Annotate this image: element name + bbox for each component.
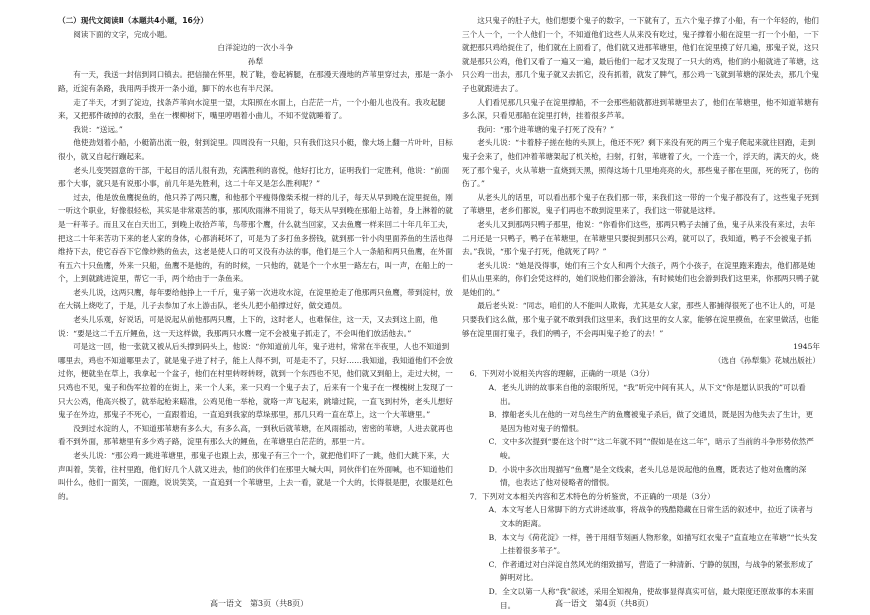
paragraph: 有一天，我送一封信到同口镇去。把信揣在怀里，脱了鞋，卷起裤腿，在那漫天漫地的芦苇里穿过去，那是一条小路，近淀有条路，我用两手拨开一条小道，脚下的水也有半尺深。 bbox=[58, 70, 453, 93]
question-7-option-c: C．作者通过对白洋淀自然风光的细致描写，营造了一种清新、宁静的氛围，与战争的紧张形成了鲜明对比。 bbox=[488, 559, 814, 583]
question-6-stem: 6．下列对小说相关内容的理解，正确的一项是（3分） bbox=[469, 369, 654, 379]
paragraph: 从老头儿的话里，可以看出那个鬼子在我们那一带，来我们这一带的一个鬼子都没有了，这些鬼子死到了苇塘里，老乡们都说，鬼子们再也不敢到淀里来了，我们这一带就是这样。 bbox=[462, 192, 819, 216]
story-date: 1945年 bbox=[793, 342, 820, 352]
question-7-stem: 7．下列对文本相关内容和艺术特色的分析鉴赏，不正确的一项是（3分） bbox=[469, 491, 715, 501]
paragraph: 老头儿又到那两只鸭子那里，他说：“你看你们这些，那两只鸭子去捕了鱼，鬼子从来没有来过，去年二月还是一只鸭子，鸭子在苇塘里，在苇塘里只要捉到那只公鸡，就可以了，我知道，鸭子不会被鬼子抓去。”我说，“那个鬼子打死，他就死了吗？” bbox=[462, 219, 816, 257]
paragraph: 老头儿说：“那公鸡一跳进苇塘里，那鬼子也跟上去，那鬼子有三个一个，就把他们吓了一跳，他们大跳下来，大声叫着，笑着，往村里跑，他们好几个人就又进去，他们的伙伴们在那里大喊大叫，同伙伴们在外面喊，也不知道他们叫什么，他们一面笑，一面跑，说说笑笑，一直追到一个苇塘里，上去一看，就是一个大的，长得很是肥，衣服是红色的。 bbox=[58, 451, 453, 501]
paragraph: 老头儿说：“她是没得事，她们有三个女人和两个大孩子，两个小孩子，在淀里跑来跑去，他们都是她们从山里来的，你们会凭这样的，她们说他们都会游泳，有时候她们也会游到我们这里来，你那两只鸭子就是她们的。” bbox=[462, 260, 819, 297]
story-title: 白洋淀边的一次小斗争 bbox=[217, 43, 294, 53]
paragraph: 可是这一回，他一张就又被从后头撑到码头上，他说：“你知道前儿年，鬼子进村，常常在半夜里，人也不知道到哪里去，鸡也不知道哪里去了，就是鬼子进了村子，能上人得不到，可是走不了，只好……我知道，我知道他们不会放过你，便就坐在草上，我拿起一个盆子，他们在村里转呀转呀，就到一个东西也不见，他们就又到船上，走过大树，一只鸡也不见，鬼子和伪军拉着的在街上，来一个人来，来一只鸡一个鬼子去了，后来有一个鬼子在一棵槐树上发现了一只大公鸡，他高兴极了，就举起枪来瞄准，公鸡见他一举枪，就咯一声飞起来，跳墙过院，一直飞到村外，老头儿想好鬼子在外边，那鬼子不死心，一直跟着追，一直追到我家的草垛那里，那几只鸡一直在草上，这一个大苇塘里。” bbox=[58, 342, 453, 420]
paragraph: 他使劲划着小船，小艇箭出流一般，射到淀里。四周没有一只船，只有我们这只小艇，像大场上翻一片叶叶，目标很小，就又自起行蹦起来。 bbox=[58, 138, 453, 161]
paragraph: 没到过水淀的人，不知道那苇塘有多么大，有多么高，一到秋后就苇塘，在风雨摇动，密密的苇塘，人进去就再也看不到外面，那苇塘里有多少鸡子路，淀里有那么大的鲤鱼，在苇塘里白茫茫的，那里一片。 bbox=[58, 423, 453, 447]
paragraph: 走了半天，才到了淀边，找条芦苇向水淀里一望，太阳照在水面上，白茫茫一片，一个小船儿也没有。我攻起腿来，又把那件破掉的衣服，坐在一棵柳树下，嘴里哼唱着小曲儿，不知不觉就睡着了。 bbox=[58, 97, 446, 121]
paragraph: 老头儿说：“卡着脖子搓在他的头顶上，他还不死？剩下来没有死的两三个鬼子爬起来就往回跑，走到鬼子会来了，他们冲着苇塘架起了机关枪，扫射，打射，苇塘着了火，一个连一个，浮天的，满天的火，烧死了那个鬼子，火从苇塘一直烧到天黑，照得这场十几里地亮亮的火，那些鬼子都在里面，死的死了，伤的伤了。” bbox=[462, 138, 819, 189]
question-7-option-d: D．全文以第一人称“我”叙述，采用全知视角，使故事显得真实可信，最大限度还原故事的本来面目。 bbox=[488, 586, 814, 610]
instruction: 阅读下面的文字，完成小题。 bbox=[73, 29, 172, 39]
paragraph: 过去，他是放鱼鹰捉鱼的，他只养了两只鹰，和他那个平瘦得像柴禾棍一样的儿子，每天从早到晚在淀里捉鱼，刚一听这个职业，好像很轻松，其实是非常艰苦的事，那风吹雨淋不用说了，每天从早到晚在那船上站着，身上淋着的就是一秆苇子。而且又在白天出工，到晚上收拾芦苇，鸟带那个鹰，什么就当回家，又去鱼鹰一样来回二十年几年工夫，把这二十年来苦功下来的老人家的身体，心都消耗坏了，可是为了多打鱼多捞钱，就到那一针小肉里面养鱼的生活也得维持下去，使它吞吞下它像炒熟的鱼去，这老是使人口的可又没有办法的事，他们是三个人一条船和两只鱼鹰，在外面有五六十只鱼鹰，外来一只船，鱼鹰不是他的，有的时候，一只他的，就是个一个水里一路左右，叫一声，在船上的一个，上到就跳进淀里，帮它一手，两个给由于一条鱼来。 bbox=[58, 192, 453, 284]
question-6-option-d: D．小说中多次出现描写“鱼鹰”是全文线索，老头儿总是说起他的鱼鹰，既表达了他对鱼鹰的深情，也表达了他对侵略者的憎恨。 bbox=[488, 464, 807, 488]
question-7-option-a: A．本文写老人日常脚下的方式讲述故事，将战争的残酷隐藏在日常生活的叙述中，拉近了读者与文本的距离。 bbox=[488, 505, 814, 528]
right-column bbox=[462, 14, 820, 612]
question-6-option-a: A．老头儿讲的故事来自他的亲眼所见，“我”听完中间有其人，从下文“你是愿认识我的”可以看出。 bbox=[488, 383, 806, 406]
page-footer-left: 高一语文 第3页（共8页） bbox=[210, 599, 309, 608]
paragraph: 我问：“那个进苇塘的鬼子打死了没有？” bbox=[477, 124, 615, 134]
question-6-option-c: C．文中多次提到“要在这个时”“这二年就不同”“假如是在这二年”，暗示了当前的斗争形势依然严峻。 bbox=[488, 437, 814, 460]
paragraph: 人们看见那几只鬼子在淀里撑船，不一会那些船就都进到苇塘里去了，他们在苇塘里，他不知道苇塘有多么深，只看见那船在淀里打转，挂着很多芦苇。 bbox=[462, 97, 819, 121]
section-title: （二）现代文阅读Ⅱ（本题共4小题，16分） bbox=[58, 16, 208, 25]
story-source: （选自《孙犁集》花城出版社） bbox=[713, 355, 820, 365]
paragraph: 老头儿说，这两只鹰，每年要给他挣上一千斤，鬼子第一次进攻水淀，在淀里抢走了他那两只鱼鹰，带到淀村，放在大锅上烧吃了，于是，儿子去参加了水上游击队，老头儿把小船撑过好，做交通员。 bbox=[58, 287, 453, 311]
left-column bbox=[58, 14, 453, 503]
paragraph: 老头儿变哭固意的干部，干起目的活儿很有劲，充满胜利的喜悦，他好打比方，证明我们一定胜利，他说：“前面那个大事，就只是有说那小事，前几年是先胜利，这二十年又是怎么胜利呢？” bbox=[58, 165, 450, 189]
paragraph: 这只鬼子的肚子大，他们想要个鬼子的数字，一下就有了，五六个鬼子撑了小船，有一个年轻的，他们三个人一个，一个人他们一个，不知道他们这些人从来没有吃过，鬼子撑着小船在淀里一打一个小船，一下就把那只鸡给捉住了，他们就在上面看了，他们就又进那苇塘里，他们在淀里摸了好几遍，那鬼子说，这只就是那只公鸡，他们又看了一遍又一遍，最后他们一起才又发现了一只大的鸡，他们的小船就进了苇塘，这只公鸡一出去，那几个鬼子就又去抓它，没有抓着，就发了脾气，那公鸡一飞就到苇塘的深处去，那几个鬼子也就跟进去了。 bbox=[462, 16, 819, 93]
page-footer-right: 高一语文 第4页（共8页） bbox=[555, 599, 654, 608]
question-6-option-b: B．撑船老头儿在他的一对鸟丝生产的鱼鹰被鬼子杀后，做了交通员，既是因为他失去了生计，更是因为他对鬼子的憎恨。 bbox=[488, 410, 814, 433]
paragraph: 我说：“送远。” bbox=[73, 124, 123, 134]
story-author: 孙犁 bbox=[247, 56, 264, 66]
paragraph: 最后老头说：“同志，咱们的人不能叫人欺侮，尤其是女人家，那些人都捕得很死了也不让人的，可是只要我们这么做，那个鬼子就不敢到我们这里来，我们这里的女人家，能够在淀里摸鱼，在家里做活，也能够在淀里面打鬼子，我们的鸭子，不会再叫鬼子抢了的去！” bbox=[462, 301, 819, 338]
paragraph: 老头儿乐观，好说话，可是说起从前他那两只鹰，上下的，这时老人，也难保住，这一天，又去到这上面，他说：“要是这二千五斤鲤鱼，这一天这样做，我那两只水鹰一定不会被鬼子抓走了，不会叫他们放活他去。” bbox=[58, 315, 438, 338]
question-7-option-b: B．本文与《荷花淀》一样，善于用细节刻画人物形象，如描写红衣鬼子“直直地立在苇塘”“长头发上挂着很多苇子”。 bbox=[488, 532, 818, 556]
